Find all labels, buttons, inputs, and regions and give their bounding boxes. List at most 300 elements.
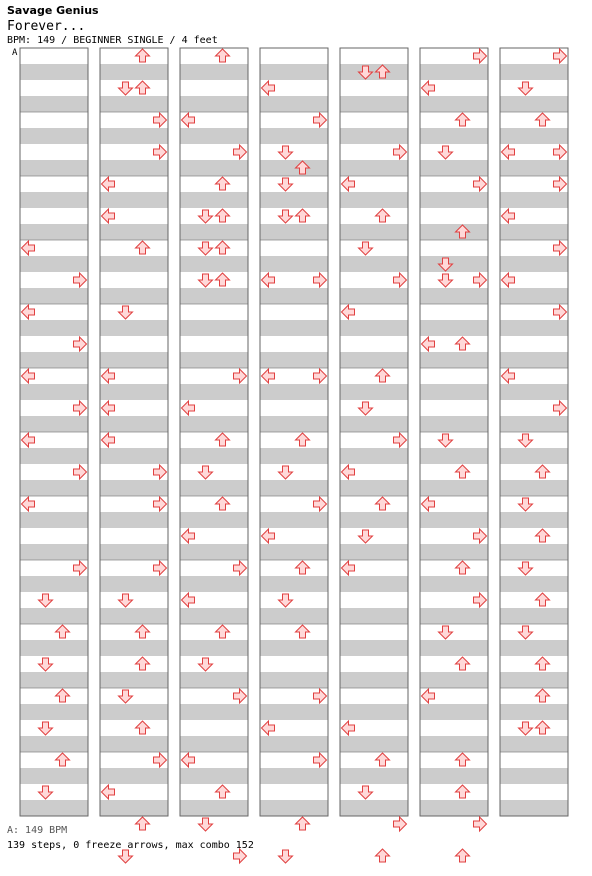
right-arrow-icon [314, 753, 327, 767]
beat-stripe [340, 544, 408, 560]
beat-stripe [180, 384, 248, 400]
left-arrow-icon [502, 273, 515, 287]
beat-stripe [420, 64, 488, 80]
up-arrow-icon [536, 593, 550, 606]
down-arrow-icon [39, 658, 53, 671]
beat-stripe [20, 512, 88, 528]
beat-stripe [260, 768, 328, 784]
beat-stripe [260, 736, 328, 752]
up-arrow-icon [216, 273, 230, 286]
down-arrow-icon [439, 274, 453, 287]
left-arrow-icon [262, 273, 275, 287]
beat-stripe [260, 256, 328, 272]
down-arrow-icon [519, 498, 533, 511]
up-arrow-icon [456, 561, 470, 574]
beat-stripe [260, 320, 328, 336]
up-arrow-icon [216, 49, 230, 62]
left-arrow-icon [182, 401, 195, 415]
beat-stripe [20, 416, 88, 432]
beat-stripe [500, 64, 568, 80]
up-arrow-icon [136, 721, 150, 734]
right-arrow-icon [554, 305, 567, 319]
footer-stats: 139 steps, 0 freeze arrows, max combo 152 [7, 840, 254, 851]
up-arrow-icon [136, 81, 150, 94]
beat-stripe [20, 160, 88, 176]
down-arrow-icon [39, 722, 53, 735]
down-arrow-icon [519, 626, 533, 639]
beat-stripe [20, 96, 88, 112]
left-arrow-icon [262, 369, 275, 383]
beat-stripe [260, 576, 328, 592]
beat-stripe [180, 128, 248, 144]
beat-stripe [180, 352, 248, 368]
up-arrow-icon [136, 817, 150, 830]
beat-stripe [340, 576, 408, 592]
down-arrow-icon [119, 850, 133, 863]
up-arrow-icon [56, 753, 70, 766]
chart-column [20, 48, 88, 816]
left-arrow-icon [22, 369, 35, 383]
beat-stripe [100, 736, 168, 752]
beat-stripe [180, 320, 248, 336]
down-arrow-icon [119, 690, 133, 703]
right-arrow-icon [154, 113, 167, 127]
beat-stripe [420, 800, 488, 816]
beat-stripe [340, 480, 408, 496]
down-arrow-icon [519, 562, 533, 575]
chart-column [420, 48, 488, 862]
beat-stripe [180, 704, 248, 720]
down-arrow-icon [199, 658, 213, 671]
beat-stripe [420, 608, 488, 624]
beat-stripe [260, 512, 328, 528]
right-arrow-icon [314, 113, 327, 127]
beat-stripe [340, 288, 408, 304]
up-arrow-icon [536, 113, 550, 126]
beat-stripe [340, 448, 408, 464]
left-arrow-icon [102, 785, 115, 799]
right-arrow-icon [394, 817, 407, 831]
beat-stripe [180, 480, 248, 496]
beat-stripe [500, 544, 568, 560]
beat-stripe [20, 672, 88, 688]
beat-stripe [500, 288, 568, 304]
beat-stripe [260, 800, 328, 816]
beat-stripe [340, 704, 408, 720]
left-arrow-icon [342, 561, 355, 575]
chart-column [180, 48, 248, 863]
right-arrow-icon [554, 401, 567, 415]
left-arrow-icon [182, 753, 195, 767]
right-arrow-icon [394, 145, 407, 159]
left-arrow-icon [102, 209, 115, 223]
beat-stripe [260, 416, 328, 432]
beat-stripe [340, 384, 408, 400]
beat-stripe [420, 576, 488, 592]
down-arrow-icon [199, 818, 213, 831]
down-arrow-icon [439, 434, 453, 447]
beat-stripe [100, 544, 168, 560]
beat-stripe [420, 320, 488, 336]
down-arrow-icon [359, 786, 373, 799]
beat-stripe [420, 224, 488, 240]
beat-stripe [340, 640, 408, 656]
left-arrow-icon [22, 241, 35, 255]
beat-stripe [20, 480, 88, 496]
down-arrow-icon [199, 274, 213, 287]
right-arrow-icon [314, 273, 327, 287]
beat-stripe [420, 160, 488, 176]
beat-stripe [420, 192, 488, 208]
beat-stripe [180, 416, 248, 432]
beat-stripe [340, 512, 408, 528]
up-arrow-icon [456, 753, 470, 766]
up-arrow-icon [456, 465, 470, 478]
right-arrow-icon [554, 49, 567, 63]
beat-stripe [260, 128, 328, 144]
beat-stripe [420, 384, 488, 400]
beat-stripe [340, 128, 408, 144]
beat-stripe [20, 224, 88, 240]
left-arrow-icon [262, 529, 275, 543]
beat-stripe [420, 256, 488, 272]
left-arrow-icon [342, 177, 355, 191]
chart-info: BPM: 149 / BEGINNER SINGLE / 4 feet [7, 35, 218, 46]
beat-stripe [340, 192, 408, 208]
left-arrow-icon [262, 81, 275, 95]
beat-stripe [100, 352, 168, 368]
beat-stripe [500, 448, 568, 464]
left-arrow-icon [102, 401, 115, 415]
down-arrow-icon [199, 210, 213, 223]
beat-stripe [260, 384, 328, 400]
right-arrow-icon [74, 561, 87, 575]
down-arrow-icon [199, 242, 213, 255]
right-arrow-icon [314, 497, 327, 511]
beat-stripe [180, 736, 248, 752]
beat-stripe [420, 544, 488, 560]
beat-stripe [100, 256, 168, 272]
up-arrow-icon [216, 177, 230, 190]
beat-stripe [500, 640, 568, 656]
chart-column [500, 48, 568, 816]
beat-stripe [260, 160, 328, 176]
beat-stripe [180, 672, 248, 688]
left-arrow-icon [422, 337, 435, 351]
beat-stripe [20, 288, 88, 304]
up-arrow-icon [296, 817, 310, 830]
beat-stripe [260, 224, 328, 240]
beat-stripe [500, 352, 568, 368]
right-arrow-icon [314, 689, 327, 703]
chart-column [260, 48, 328, 876]
beat-stripe [420, 128, 488, 144]
down-arrow-icon [359, 402, 373, 415]
beat-stripe [260, 544, 328, 560]
beat-stripe [500, 96, 568, 112]
down-arrow-icon [279, 210, 293, 223]
left-arrow-icon [182, 529, 195, 543]
down-arrow-icon [39, 786, 53, 799]
beat-stripe [100, 320, 168, 336]
up-arrow-icon [216, 209, 230, 222]
up-arrow-icon [296, 561, 310, 574]
beat-stripe [500, 576, 568, 592]
right-arrow-icon [234, 689, 247, 703]
beat-stripe [20, 128, 88, 144]
right-arrow-icon [394, 433, 407, 447]
down-arrow-icon [119, 82, 133, 95]
right-arrow-icon [154, 145, 167, 159]
up-arrow-icon [456, 657, 470, 670]
beat-stripe [260, 288, 328, 304]
beat-stripe [500, 704, 568, 720]
left-arrow-icon [102, 433, 115, 447]
beat-stripe [180, 192, 248, 208]
beat-stripe [340, 736, 408, 752]
beat-stripe [260, 640, 328, 656]
up-arrow-icon [536, 657, 550, 670]
down-arrow-icon [279, 178, 293, 191]
left-arrow-icon [102, 177, 115, 191]
beat-stripe [500, 160, 568, 176]
beat-stripe [100, 288, 168, 304]
up-arrow-icon [216, 625, 230, 638]
beat-stripe [100, 640, 168, 656]
beat-stripe [340, 96, 408, 112]
beat-stripe [100, 64, 168, 80]
up-arrow-icon [136, 241, 150, 254]
beat-stripe [420, 288, 488, 304]
right-arrow-icon [154, 465, 167, 479]
up-arrow-icon [56, 689, 70, 702]
down-arrow-icon [119, 306, 133, 319]
down-arrow-icon [519, 434, 533, 447]
beat-stripe [100, 160, 168, 176]
up-arrow-icon [216, 785, 230, 798]
left-arrow-icon [22, 305, 35, 319]
beat-stripe [420, 736, 488, 752]
beat-stripe [180, 576, 248, 592]
left-arrow-icon [342, 465, 355, 479]
right-arrow-icon [74, 273, 87, 287]
beat-stripe [340, 256, 408, 272]
beat-stripe [180, 96, 248, 112]
left-arrow-icon [342, 305, 355, 319]
up-arrow-icon [376, 369, 390, 382]
beat-stripe [100, 128, 168, 144]
beat-stripe [20, 448, 88, 464]
beat-stripe [180, 256, 248, 272]
left-arrow-icon [102, 369, 115, 383]
beat-stripe [340, 768, 408, 784]
right-arrow-icon [554, 177, 567, 191]
up-arrow-icon [56, 625, 70, 638]
beat-stripe [20, 384, 88, 400]
beat-stripe [20, 704, 88, 720]
beat-stripe [20, 544, 88, 560]
right-arrow-icon [474, 817, 487, 831]
beat-stripe [100, 448, 168, 464]
left-arrow-icon [422, 689, 435, 703]
beat-stripe [340, 64, 408, 80]
down-arrow-icon [439, 146, 453, 159]
beat-stripe [20, 192, 88, 208]
beat-stripe [180, 608, 248, 624]
right-arrow-icon [74, 337, 87, 351]
section-marker: A [12, 48, 18, 58]
up-arrow-icon [456, 113, 470, 126]
down-arrow-icon [119, 594, 133, 607]
beat-stripe [500, 128, 568, 144]
beat-stripe [500, 672, 568, 688]
song-artist: Savage Genius [7, 4, 99, 17]
beat-stripe [180, 160, 248, 176]
beat-stripe [340, 608, 408, 624]
up-arrow-icon [456, 337, 470, 350]
right-arrow-icon [474, 273, 487, 287]
beat-stripe [20, 800, 88, 816]
beat-stripe [340, 224, 408, 240]
up-arrow-icon [216, 433, 230, 446]
left-arrow-icon [502, 209, 515, 223]
beat-stripe [100, 704, 168, 720]
down-arrow-icon [359, 242, 373, 255]
beat-stripe [340, 416, 408, 432]
beat-stripe [180, 800, 248, 816]
beat-stripe [340, 800, 408, 816]
beat-stripe [420, 704, 488, 720]
beat-stripe [100, 192, 168, 208]
right-arrow-icon [74, 401, 87, 415]
left-arrow-icon [422, 497, 435, 511]
beat-stripe [100, 800, 168, 816]
beat-stripe [500, 224, 568, 240]
right-arrow-icon [554, 145, 567, 159]
right-arrow-icon [234, 369, 247, 383]
beat-stripe [260, 352, 328, 368]
up-arrow-icon [296, 625, 310, 638]
right-arrow-icon [474, 593, 487, 607]
right-arrow-icon [554, 241, 567, 255]
beat-stripe [500, 192, 568, 208]
left-arrow-icon [22, 497, 35, 511]
beat-stripe [260, 608, 328, 624]
beat-stripe [260, 480, 328, 496]
down-arrow-icon [519, 82, 533, 95]
beat-stripe [20, 352, 88, 368]
up-arrow-icon [296, 209, 310, 222]
down-arrow-icon [279, 850, 293, 863]
beat-stripe [100, 224, 168, 240]
beat-stripe [100, 512, 168, 528]
down-arrow-icon [39, 594, 53, 607]
right-arrow-icon [234, 849, 247, 863]
beat-stripe [420, 512, 488, 528]
beat-stripe [180, 448, 248, 464]
chart-column [100, 48, 168, 863]
beat-stripe [500, 800, 568, 816]
beat-stripe [100, 416, 168, 432]
left-arrow-icon [182, 593, 195, 607]
beat-stripe [500, 416, 568, 432]
beat-stripe [260, 96, 328, 112]
beat-stripe [500, 384, 568, 400]
beat-stripe [420, 640, 488, 656]
left-arrow-icon [262, 721, 275, 735]
beat-stripe [20, 736, 88, 752]
left-arrow-icon [22, 433, 35, 447]
up-arrow-icon [536, 465, 550, 478]
beat-stripe [260, 672, 328, 688]
beat-stripe [100, 608, 168, 624]
beat-stripe [420, 448, 488, 464]
beat-stripe [420, 96, 488, 112]
right-arrow-icon [314, 369, 327, 383]
beat-stripe [260, 704, 328, 720]
right-arrow-icon [394, 273, 407, 287]
up-arrow-icon [136, 657, 150, 670]
beat-stripe [340, 672, 408, 688]
beat-stripe [180, 512, 248, 528]
right-arrow-icon [474, 177, 487, 191]
left-arrow-icon [502, 145, 515, 159]
beat-stripe [500, 256, 568, 272]
footer-bpm: A: 149 BPM [7, 825, 68, 836]
up-arrow-icon [136, 49, 150, 62]
up-arrow-icon [536, 689, 550, 702]
down-arrow-icon [359, 530, 373, 543]
beat-stripe [260, 192, 328, 208]
beat-stripe [420, 416, 488, 432]
beat-stripe [100, 96, 168, 112]
beat-stripe [420, 352, 488, 368]
right-arrow-icon [154, 753, 167, 767]
beat-stripe [500, 320, 568, 336]
beat-stripe [420, 672, 488, 688]
beat-stripe [420, 480, 488, 496]
beat-stripe [20, 608, 88, 624]
down-arrow-icon [439, 626, 453, 639]
down-arrow-icon [279, 466, 293, 479]
beat-stripe [20, 64, 88, 80]
up-arrow-icon [536, 529, 550, 542]
right-arrow-icon [74, 465, 87, 479]
up-arrow-icon [376, 753, 390, 766]
beat-stripe [180, 64, 248, 80]
beat-stripe [20, 768, 88, 784]
beat-stripe [100, 384, 168, 400]
beat-stripe [100, 576, 168, 592]
beat-stripe [500, 480, 568, 496]
beat-stripe [100, 480, 168, 496]
beat-stripe [500, 736, 568, 752]
up-arrow-icon [216, 241, 230, 254]
song-title: Forever... [7, 19, 86, 34]
beat-stripe [340, 160, 408, 176]
beat-stripe [180, 224, 248, 240]
beat-stripe [500, 768, 568, 784]
beat-stripe [20, 256, 88, 272]
beat-stripe [20, 640, 88, 656]
down-arrow-icon [279, 146, 293, 159]
left-arrow-icon [342, 721, 355, 735]
beat-stripe [180, 768, 248, 784]
up-arrow-icon [136, 625, 150, 638]
chart-column [340, 48, 408, 862]
right-arrow-icon [474, 49, 487, 63]
right-arrow-icon [154, 497, 167, 511]
